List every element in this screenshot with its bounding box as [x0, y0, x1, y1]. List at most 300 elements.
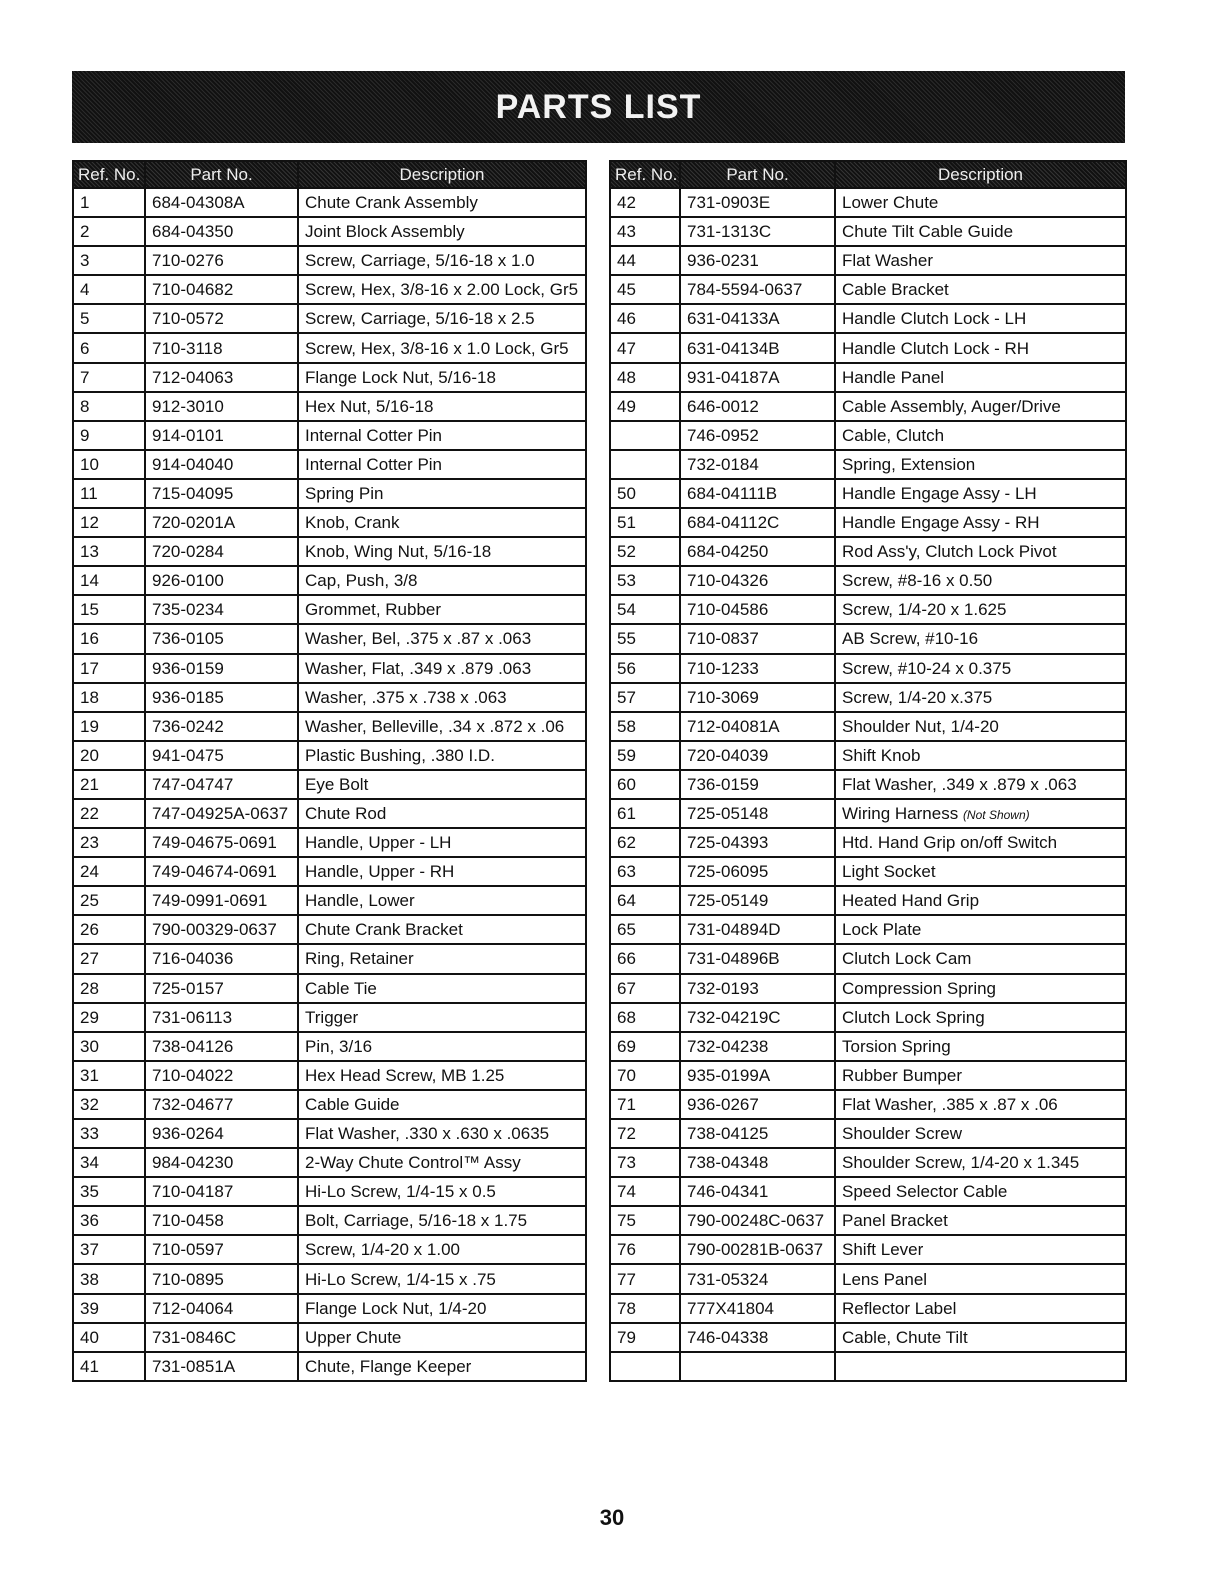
ref-no-cell [73, 799, 145, 828]
table-row [610, 799, 1126, 828]
table-row [610, 217, 1126, 246]
description-cell [298, 886, 586, 915]
ref-no-text: 66 [617, 949, 636, 969]
description-cell [835, 1119, 1126, 1148]
description-text: Ring, Retainer [305, 949, 414, 969]
ref-no-cell [610, 188, 680, 217]
part-no-cell [145, 624, 298, 653]
description-text: Cable, Chute Tilt [842, 1327, 968, 1347]
part-no-cell [145, 1148, 298, 1177]
part-no-cell [145, 741, 298, 770]
table-row [73, 508, 586, 537]
description-text: Handle Engage Assy - RH [842, 513, 1040, 533]
table-row [610, 479, 1126, 508]
description-text: Lens Panel [842, 1269, 928, 1289]
ref-no-text: 56 [617, 658, 636, 678]
part-no-text: 749-04675-0691 [152, 833, 277, 853]
table-row [73, 188, 586, 217]
ref-no-text: 76 [617, 1240, 636, 1260]
table-row [610, 974, 1126, 1003]
part-no-cell [680, 1206, 835, 1235]
table-row [73, 654, 586, 683]
part-no-cell [145, 1235, 298, 1264]
description-cell [835, 304, 1126, 333]
ref-no-cell [73, 595, 145, 624]
part-no-text: 725-0157 [152, 978, 224, 998]
part-no-text: 710-1233 [687, 658, 759, 678]
description-cell [298, 333, 586, 362]
description-text: Shift Lever [842, 1240, 924, 1260]
ref-no-text: 53 [617, 571, 636, 591]
ref-no-cell [610, 683, 680, 712]
table-row [73, 1090, 586, 1119]
ref-no-text: 47 [617, 338, 636, 358]
part-no-cell [145, 1090, 298, 1119]
part-no-cell [145, 1119, 298, 1148]
ref-no-cell [73, 741, 145, 770]
table-row [610, 1061, 1126, 1090]
description-text: Screw, Carriage, 5/16-18 x 1.0 [305, 251, 535, 271]
description-text: Chute, Flange Keeper [305, 1356, 472, 1376]
table-row [610, 246, 1126, 275]
part-no-text: 720-0201A [152, 513, 236, 533]
description-text: Handle Engage Assy - LH [842, 483, 1037, 503]
description-cell [298, 392, 586, 421]
ref-no-text: 29 [80, 1007, 99, 1027]
table-row [610, 654, 1126, 683]
part-no-text: 725-06095 [687, 862, 769, 882]
table-row [610, 712, 1126, 741]
description-cell [835, 1003, 1126, 1032]
table-row [73, 1119, 586, 1148]
ref-no-text: 64 [617, 891, 636, 911]
table-row [73, 450, 586, 479]
description-text: Upper Chute [305, 1327, 402, 1347]
ref-no-cell [610, 770, 680, 799]
table-row [610, 1032, 1126, 1061]
table-row [73, 566, 586, 595]
ref-no-cell [73, 333, 145, 362]
table-row [73, 421, 586, 450]
ref-no-text: 7 [80, 367, 90, 387]
ref-no-cell [73, 566, 145, 595]
table-row [73, 944, 586, 973]
part-no-text: 936-0264 [152, 1124, 224, 1144]
description-text: Chute Rod [305, 804, 387, 824]
part-no-cell [680, 1177, 835, 1206]
description-cell [835, 799, 1126, 828]
part-no-cell [680, 333, 835, 362]
ref-no-text: 40 [80, 1327, 99, 1347]
description-cell [835, 333, 1126, 362]
description-cell [835, 1235, 1126, 1264]
ref-no-text: 32 [80, 1094, 99, 1114]
ref-no-cell [610, 1294, 680, 1323]
part-no-cell [680, 246, 835, 275]
description-cell [835, 450, 1126, 479]
ref-no-cell [73, 1294, 145, 1323]
table-row [610, 188, 1126, 217]
description-header: Description [298, 161, 586, 188]
part-no-text: 712-04081A [687, 716, 780, 736]
description-text: Panel Bracket [842, 1211, 948, 1231]
ref-no-text: 28 [80, 978, 99, 998]
table-row [73, 1294, 586, 1323]
ref-no-text: 30 [80, 1036, 99, 1056]
ref-no-text: 72 [617, 1124, 636, 1144]
ref-no-text: 5 [80, 309, 90, 329]
description-cell [835, 857, 1126, 886]
description-cell [298, 1061, 586, 1090]
part-no-cell [680, 304, 835, 333]
ref-no-cell [610, 1177, 680, 1206]
description-text: Screw, Carriage, 5/16-18 x 2.5 [305, 309, 535, 329]
part-no-cell [680, 1061, 835, 1090]
description-cell [835, 1061, 1126, 1090]
part-no-text: 684-04308A [152, 193, 245, 213]
description-cell [835, 654, 1126, 683]
part-no-cell [145, 915, 298, 944]
ref-no-text: 58 [617, 716, 636, 736]
part-no-text: 732-04219C [687, 1007, 781, 1027]
ref-no-text: 34 [80, 1153, 99, 1173]
part-no-cell [680, 508, 835, 537]
description-cell [298, 1323, 586, 1352]
ref-no-cell [610, 944, 680, 973]
part-no-cell [145, 304, 298, 333]
table-row [610, 421, 1126, 450]
description-text: Flat Washer, .330 x .630 x .0635 [305, 1124, 550, 1144]
ref-no-cell [610, 566, 680, 595]
description-cell [835, 595, 1126, 624]
description-cell [835, 188, 1126, 217]
description-cell [835, 683, 1126, 712]
part-no-text: 725-04393 [687, 833, 769, 853]
part-no-cell [145, 712, 298, 741]
table-row [610, 828, 1126, 857]
ref-no-cell [610, 450, 680, 479]
description-text: Cable Tie [305, 978, 377, 998]
part-no-cell [680, 188, 835, 217]
part-no-cell [680, 1090, 835, 1119]
ref-no-header: Ref. No. [73, 161, 145, 188]
description-text: Shoulder Nut, 1/4-20 [842, 716, 999, 736]
part-no-text: 790-00329-0637 [152, 920, 277, 940]
part-no-text: 747-04747 [152, 774, 234, 794]
description-text: Flat Washer, .349 x .879 x .063 [842, 774, 1077, 794]
description-text: Screw, Hex, 3/8-16 x 2.00 Lock, Gr5 [305, 280, 579, 300]
ref-no-cell [610, 537, 680, 566]
table-row [73, 712, 586, 741]
table-row [73, 363, 586, 392]
part-no-text: 732-0193 [687, 978, 759, 998]
part-no-cell [680, 1352, 835, 1381]
ref-no-cell [73, 421, 145, 450]
part-no-cell [145, 944, 298, 973]
description-cell [835, 537, 1126, 566]
table-row [73, 1206, 586, 1235]
ref-no-text: 42 [617, 193, 636, 213]
ref-no-cell [610, 1264, 680, 1293]
ref-no-cell [610, 1235, 680, 1264]
description-text: Torsion Spring [842, 1036, 951, 1056]
part-no-text: 725-05148 [687, 804, 769, 824]
part-no-text: 710-0572 [152, 309, 224, 329]
description-cell [835, 508, 1126, 537]
part-no-cell [680, 1294, 835, 1323]
description-text: Spring, Extension [842, 454, 976, 474]
ref-no-text: 73 [617, 1153, 636, 1173]
description-cell [835, 1352, 1126, 1381]
ref-no-text: 75 [617, 1211, 636, 1231]
part-no-text: 931-04187A [687, 367, 780, 387]
description-cell [835, 974, 1126, 1003]
description-cell [835, 1264, 1126, 1293]
description-text: Htd. Hand Grip on/off Switch [842, 833, 1058, 853]
ref-no-text: 2 [80, 222, 90, 242]
part-no-text: 731-0851A [152, 1356, 236, 1376]
description-cell [298, 1119, 586, 1148]
ref-no-text: 8 [80, 396, 90, 416]
ref-no-cell [610, 1206, 680, 1235]
description-text: Clutch Lock Cam [842, 949, 972, 969]
description-text: Eye Bolt [305, 774, 369, 794]
table-row [610, 1352, 1126, 1381]
table-row [73, 392, 586, 421]
description-text: Plastic Bushing, .380 I.D. [305, 745, 495, 765]
description-text: Screw, 1/4-20 x.375 [842, 687, 993, 707]
part-no-text: 720-0284 [152, 542, 224, 562]
table-row [73, 246, 586, 275]
description-cell [835, 886, 1126, 915]
part-no-cell [680, 683, 835, 712]
description-text: Lock Plate [842, 920, 922, 940]
part-no-cell [680, 450, 835, 479]
parts-list-banner [72, 71, 1125, 143]
ref-no-text: 38 [80, 1269, 99, 1289]
part-no-text: 710-04586 [687, 600, 769, 620]
description-text: Hi-Lo Screw, 1/4-15 x .75 [305, 1269, 496, 1289]
part-no-cell [145, 1264, 298, 1293]
ref-no-text: 15 [80, 600, 99, 620]
part-no-text: 725-05149 [687, 891, 769, 911]
part-no-text: 936-0159 [152, 658, 224, 678]
ref-no-cell [73, 1148, 145, 1177]
description-text: Washer, Flat, .349 x .879 .063 [305, 658, 532, 678]
part-no-cell [145, 974, 298, 1003]
part-no-text: 936-0185 [152, 687, 224, 707]
part-no-text: 710-0276 [152, 251, 224, 271]
part-no-text: 731-0846C [152, 1327, 237, 1347]
part-no-text: 926-0100 [152, 571, 224, 591]
ref-no-text: 22 [80, 804, 99, 824]
part-no-cell [680, 944, 835, 973]
ref-no-text: 23 [80, 833, 99, 853]
ref-no-cell [73, 944, 145, 973]
description-text: Cable, Clutch [842, 425, 945, 445]
ref-no-cell [610, 828, 680, 857]
ref-no-text: 67 [617, 978, 636, 998]
ref-no-cell [73, 275, 145, 304]
ref-no-cell [73, 450, 145, 479]
part-no-cell [145, 770, 298, 799]
description-cell [298, 1352, 586, 1381]
ref-no-cell [73, 1264, 145, 1293]
part-no-text: 710-0837 [687, 629, 759, 649]
part-no-text: 746-04338 [687, 1327, 769, 1347]
part-no-cell [680, 595, 835, 624]
part-no-text: 731-04896B [687, 949, 780, 969]
ref-no-text: 68 [617, 1007, 636, 1027]
part-no-text: 710-04187 [152, 1182, 234, 1202]
part-no-text: 712-04064 [152, 1298, 234, 1318]
ref-no-text: 78 [617, 1298, 636, 1318]
part-no-text: 746-0952 [687, 425, 759, 445]
ref-no-cell [73, 1235, 145, 1264]
table-row [610, 1264, 1126, 1293]
part-no-text: 732-04238 [687, 1036, 769, 1056]
ref-no-cell [610, 1352, 680, 1381]
ref-no-cell [73, 508, 145, 537]
ref-no-cell [73, 624, 145, 653]
table-row [610, 363, 1126, 392]
table-row [610, 450, 1126, 479]
ref-no-cell [610, 624, 680, 653]
part-no-cell [680, 392, 835, 421]
ref-no-cell [73, 886, 145, 915]
part-no-text: 735-0234 [152, 600, 224, 620]
part-no-cell [680, 828, 835, 857]
part-no-text: 790-00281B-0637 [687, 1240, 824, 1260]
description-cell [835, 275, 1126, 304]
table-row [73, 304, 586, 333]
part-no-cell [680, 915, 835, 944]
table-row [610, 1090, 1126, 1119]
ref-no-cell [610, 333, 680, 362]
part-no-text: 684-04250 [687, 542, 769, 562]
part-no-text: 731-0903E [687, 193, 771, 213]
table-row [73, 1177, 586, 1206]
description-cell [298, 857, 586, 886]
part-no-text: 731-05324 [687, 1269, 769, 1289]
description-cell [298, 450, 586, 479]
description-cell [835, 392, 1126, 421]
part-no-text: 936-0267 [687, 1094, 759, 1114]
description-cell [835, 1206, 1126, 1235]
description-text: Trigger [305, 1007, 359, 1027]
part-no-text: 914-0101 [152, 425, 224, 445]
description-text: Shift Knob [842, 745, 921, 765]
table-row [73, 1323, 586, 1352]
description-text: Screw, #10-24 x 0.375 [842, 658, 1012, 678]
ref-no-text: 21 [80, 774, 99, 794]
ref-no-cell [610, 1323, 680, 1352]
ref-no-text: 24 [80, 862, 99, 882]
ref-no-cell [610, 654, 680, 683]
description-text: Joint Block Assembly [305, 222, 465, 242]
description-text: Compression Spring [842, 978, 997, 998]
description-text: 2-Way Chute Control™ Assy [305, 1153, 521, 1173]
part-no-text: 738-04348 [687, 1153, 769, 1173]
ref-no-text: 18 [80, 687, 99, 707]
description-text: Screw, Hex, 3/8-16 x 1.0 Lock, Gr5 [305, 338, 569, 358]
ref-no-cell [73, 1323, 145, 1352]
ref-no-text: 60 [617, 774, 636, 794]
ref-no-cell [73, 654, 145, 683]
ref-no-cell [610, 421, 680, 450]
part-no-text: 710-04682 [152, 280, 234, 300]
part-no-header: Part No. [145, 161, 298, 188]
description-cell [298, 1264, 586, 1293]
part-no-cell [680, 363, 835, 392]
description-text: Light Socket [842, 862, 936, 882]
ref-no-text: 26 [80, 920, 99, 940]
ref-no-text: 43 [617, 222, 636, 242]
table-row [73, 1264, 586, 1293]
part-no-cell [145, 595, 298, 624]
table-row [610, 1119, 1126, 1148]
part-no-cell [680, 974, 835, 1003]
ref-no-cell [73, 770, 145, 799]
part-no-text: 631-04134B [687, 338, 780, 358]
table-row [73, 915, 586, 944]
description-text: Handle Clutch Lock - RH [842, 338, 1030, 358]
ref-no-text: 52 [617, 542, 636, 562]
description-cell [835, 1148, 1126, 1177]
part-no-text: 736-0242 [152, 716, 224, 736]
description-cell [298, 421, 586, 450]
description-text: Shoulder Screw, 1/4-20 x 1.345 [842, 1153, 1080, 1173]
description-header: Description [835, 161, 1126, 188]
description-cell [298, 1003, 586, 1032]
description-cell [298, 828, 586, 857]
part-no-cell [145, 479, 298, 508]
description-text: Cable Bracket [842, 280, 949, 300]
description-text: Washer, .375 x .738 x .063 [305, 687, 507, 707]
ref-no-cell [610, 508, 680, 537]
table-row [73, 1003, 586, 1032]
description-text: Chute Tilt Cable Guide [842, 222, 1014, 242]
part-no-cell [680, 1264, 835, 1293]
description-text: Internal Cotter Pin [305, 454, 443, 474]
ref-no-cell [610, 974, 680, 1003]
description-text: Washer, Belleville, .34 x .872 x .06 [305, 716, 565, 736]
description-text: Flat Washer [842, 251, 934, 271]
part-no-cell [680, 275, 835, 304]
part-no-cell [145, 1206, 298, 1235]
ref-no-text: 4 [80, 280, 90, 300]
description-text: Hex Nut, 5/16-18 [305, 396, 434, 416]
ref-no-text: 45 [617, 280, 636, 300]
table-row [610, 770, 1126, 799]
ref-no-text: 51 [617, 513, 636, 533]
part-no-cell [680, 1119, 835, 1148]
ref-no-cell [73, 1352, 145, 1381]
ref-no-cell [610, 1032, 680, 1061]
part-no-text: 731-04894D [687, 920, 781, 940]
description-text: Cable Guide [305, 1094, 400, 1114]
part-no-text: 984-04230 [152, 1153, 234, 1173]
ref-no-cell [73, 915, 145, 944]
description-cell [298, 799, 586, 828]
ref-no-text: 54 [617, 600, 636, 620]
ref-no-text: 61 [617, 804, 636, 824]
description-cell [835, 624, 1126, 653]
description-cell [298, 363, 586, 392]
ref-no-cell [73, 363, 145, 392]
description-text: Internal Cotter Pin [305, 425, 443, 445]
table-row [73, 1352, 586, 1381]
